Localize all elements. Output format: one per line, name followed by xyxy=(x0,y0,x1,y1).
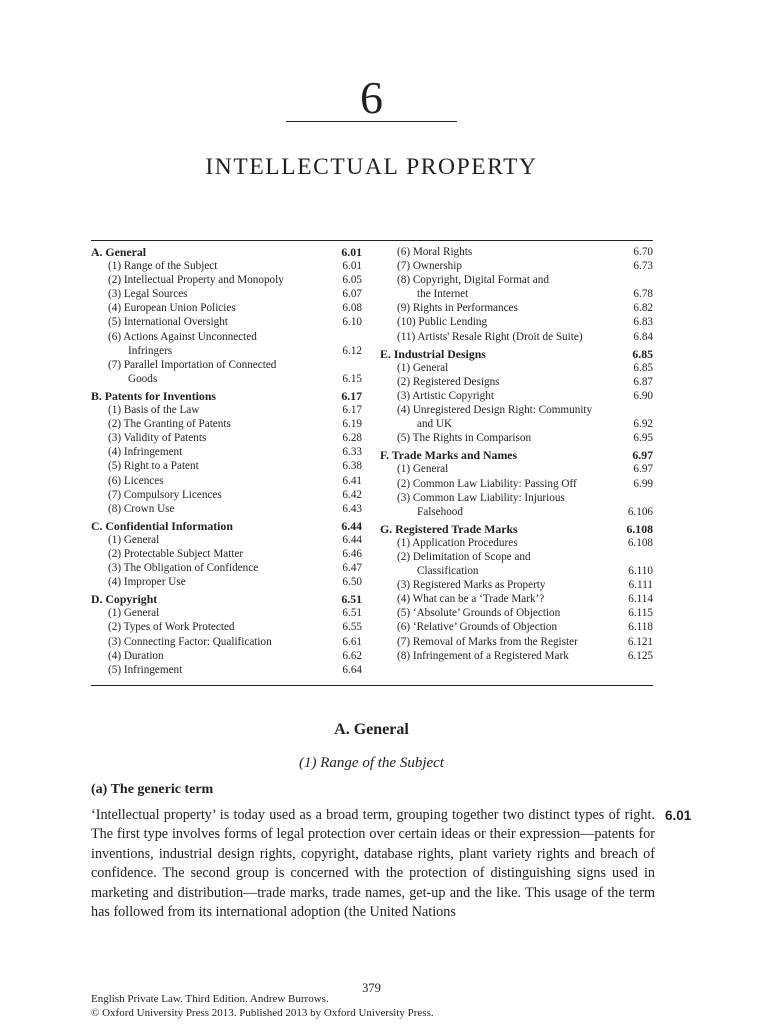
section-heading: A. General xyxy=(334,721,409,738)
toc-entry-paragraph-ref: 6.61 xyxy=(342,635,362,648)
toc-subsection-entry xyxy=(380,389,653,403)
toc-entry-title: (3) Connecting Factor: Qualification xyxy=(108,635,272,648)
toc-subsection-entry xyxy=(380,301,653,315)
toc-entry-title: (3) Legal Sources xyxy=(108,288,188,301)
toc-entry-title: (1) Range of the Subject xyxy=(108,260,218,273)
toc-top-rule xyxy=(91,240,653,241)
toc-subsection-entry xyxy=(91,259,362,273)
toc-subsection-entry xyxy=(380,330,653,344)
toc-subsection-entry xyxy=(91,273,362,287)
toc-subsection-entry xyxy=(91,403,362,417)
toc-subsection-entry xyxy=(91,445,362,459)
toc-entry-title-continuation: and UK xyxy=(417,418,453,431)
toc-subsection-entry xyxy=(91,620,362,634)
toc-subsection-entry xyxy=(91,474,362,488)
toc-subsection-entry xyxy=(380,592,653,606)
toc-entry-title: (4) Unregistered Design Right: Community xyxy=(397,404,593,417)
toc-subsection-entry xyxy=(380,635,653,649)
paragraph-number: 6.01 xyxy=(665,808,692,823)
toc-subsection-entry xyxy=(380,259,653,273)
toc-entry-paragraph-ref: 6.41 xyxy=(342,474,362,487)
toc-entry-paragraph-ref: 6.43 xyxy=(342,502,362,515)
toc-entry-paragraph-ref: 6.46 xyxy=(342,547,362,560)
toc-entry-paragraph-ref: 6.90 xyxy=(633,389,653,402)
toc-subsection-entry xyxy=(91,649,362,663)
toc-right-column xyxy=(380,245,653,663)
toc-entry-paragraph-ref: 6.17 xyxy=(341,388,362,403)
toc-entry-paragraph-ref: 6.83 xyxy=(633,316,653,329)
toc-entry-title: (1) General xyxy=(108,533,160,546)
toc-left-column xyxy=(91,245,362,677)
toc-entry-paragraph-ref: 6.42 xyxy=(342,488,362,501)
toc-entry-title-continuation: Goods xyxy=(128,372,158,385)
toc-subsection-entry xyxy=(91,459,362,473)
toc-entry-title-continuation: Classification xyxy=(417,565,479,578)
toc-section-entry xyxy=(91,592,362,606)
toc-entry-paragraph-ref: 6.51 xyxy=(341,592,362,607)
toc-subsection-entry xyxy=(380,431,653,445)
toc-entry-paragraph-ref: 6.08 xyxy=(342,302,362,315)
toc-entry-title-continuation: Infringers xyxy=(128,344,173,357)
toc-entry-paragraph-ref: 6.01 xyxy=(342,260,362,273)
toc-entry-title: (2) Registered Designs xyxy=(397,375,500,388)
toc-entry-paragraph-ref: 6.55 xyxy=(342,621,362,634)
toc-entry-title: (5) Right to a Patent xyxy=(108,460,199,473)
toc-entry-paragraph-ref: 6.85 xyxy=(633,361,653,374)
toc-subsection-entry xyxy=(380,403,653,431)
toc-entry-paragraph-ref: 6.05 xyxy=(342,274,362,287)
footer-line-book: English Private Law. Third Edition. Andrew Burrows. xyxy=(91,993,329,1005)
footer xyxy=(91,992,434,1020)
toc-entry-paragraph-ref: 6.47 xyxy=(342,562,362,575)
toc-entry-paragraph-ref: 6.82 xyxy=(633,302,653,315)
toc-subsection-entry xyxy=(91,488,362,502)
toc-entry-paragraph-ref: 6.64 xyxy=(342,663,362,676)
page-number: 379 xyxy=(362,981,381,995)
chapter-title: INTELLECTUAL PROPERTY xyxy=(205,154,538,180)
toc-entry-title-continuation: Falsehood xyxy=(417,505,463,518)
toc-entry-title: C. Confidential Information xyxy=(91,518,233,533)
toc-entry-paragraph-ref: 6.92 xyxy=(633,418,653,431)
toc-entry-title: (5) The Rights in Comparison xyxy=(397,432,532,445)
toc-entry-paragraph-ref: 6.01 xyxy=(341,245,362,259)
toc-entry-title: (3) Common Law Liability: Injurious xyxy=(397,491,565,504)
toc-entry-title: (3) Registered Marks as Property xyxy=(397,579,546,592)
toc-entry-title-continuation: the Internet xyxy=(417,288,469,301)
toc-subsection-entry xyxy=(380,375,653,389)
toc-subsection-entry xyxy=(91,561,362,575)
toc-subsection-entry xyxy=(380,536,653,550)
toc-subsection-entry xyxy=(91,358,362,386)
toc-section-entry xyxy=(380,522,653,536)
toc-subsection-entry xyxy=(380,462,653,476)
toc-entry-title: (1) General xyxy=(397,361,449,374)
toc-entry-paragraph-ref: 6.121 xyxy=(627,635,653,648)
toc-subsection-entry xyxy=(91,606,362,620)
toc-subsection-entry xyxy=(380,606,653,620)
toc-subsection-entry xyxy=(91,635,362,649)
toc-entry-title: (6) Moral Rights xyxy=(397,246,473,258)
toc-entry-title: (2) The Granting of Patents xyxy=(108,418,231,431)
chapter-number: 6 xyxy=(360,72,383,123)
toc-entry-paragraph-ref: 6.38 xyxy=(342,460,362,473)
toc-entry-title: (8) Infringement of a Registered Mark xyxy=(397,649,569,662)
toc-entry-paragraph-ref: 6.97 xyxy=(632,448,653,463)
toc-entry-title: (1) Application Procedures xyxy=(397,536,518,549)
toc-subsection-entry xyxy=(380,273,653,301)
toc-subsection-entry xyxy=(91,431,362,445)
toc-entry-title: (6) Actions Against Unconnected xyxy=(108,330,257,343)
toc-entry-paragraph-ref: 6.33 xyxy=(342,446,362,459)
toc-subsection-entry xyxy=(380,361,653,375)
toc-subsection-entry xyxy=(380,550,653,578)
toc-bottom-rule xyxy=(91,685,653,686)
toc-entry-paragraph-ref: 6.97 xyxy=(633,463,653,476)
toc-entry-title: (8) Copyright, Digital Format and xyxy=(397,274,549,287)
toc-entry-paragraph-ref: 6.44 xyxy=(341,518,362,533)
toc-entry-paragraph-ref: 6.99 xyxy=(633,477,653,490)
toc-subsection-entry xyxy=(380,477,653,491)
toc-section-entry xyxy=(380,448,653,462)
toc-entry-title: (4) What can be a ‘Trade Mark’? xyxy=(397,593,545,606)
toc-entry-title: (3) Validity of Patents xyxy=(108,432,207,445)
toc-entry-paragraph-ref: 6.108 xyxy=(626,521,653,536)
toc-entry-title: (6) Licences xyxy=(108,474,164,487)
toc-entry-paragraph-ref: 6.115 xyxy=(628,607,653,620)
toc-entry-title: (2) Intellectual Property and Monopoly xyxy=(108,274,284,287)
toc-entry-title: B. Patents for Inventions xyxy=(91,388,216,403)
toc-entry-paragraph-ref: 6.15 xyxy=(342,372,362,385)
toc-subsection-entry xyxy=(91,502,362,516)
toc-entry-paragraph-ref: 6.51 xyxy=(342,607,362,620)
toc-entry-title: (1) General xyxy=(108,607,160,620)
body-paragraph: ‘Intellectual property’ is today used as a broad term, grouping together two distinct types of right. The first type involves forms of legal protection over certain ideas or their expression—patents for inventions, industrial design rights, copyright, database rights, plant variety rights and breach of confidence. The second group is concerned with the protection of distinguishing signs used in marketing and distribution—trade marks, trade names, get-up and the like. This usage of the term has followed from its international adoption (the United Nations xyxy=(91,807,655,921)
toc-entry-paragraph-ref: 6.95 xyxy=(633,432,653,445)
toc-entry-title: (5) Infringement xyxy=(108,663,183,676)
toc-entry-paragraph-ref: 6.106 xyxy=(627,505,653,518)
toc-entry-title: (11) Artists' Resale Right (Droit de Suite) xyxy=(397,330,583,343)
toc-entry-title: (3) Artistic Copyright xyxy=(397,389,494,402)
toc-entry-paragraph-ref: 6.110 xyxy=(628,565,653,578)
toc-entry-title: (4) Infringement xyxy=(108,446,183,459)
toc-entry-paragraph-ref: 6.111 xyxy=(628,579,653,592)
toc-entry-title: (2) Protectable Subject Matter xyxy=(108,547,244,560)
toc-entry-title: A. General xyxy=(91,245,147,259)
toc-entry-paragraph-ref: 6.62 xyxy=(342,649,362,662)
toc-entry-paragraph-ref: 6.10 xyxy=(342,316,362,329)
footer-line-copyright: © Oxford University Press 2013. Published 2013 by Oxford University Press. xyxy=(91,1007,434,1019)
toc-entry-title: (8) Crown Use xyxy=(108,502,175,515)
toc-subsection-entry xyxy=(91,330,362,358)
toc-entry-title: (2) Types of Work Protected xyxy=(108,621,235,634)
chapter-rule xyxy=(286,121,457,122)
toc-section-entry xyxy=(91,519,362,533)
toc-entry-title: (1) General xyxy=(397,463,449,476)
toc-entry-paragraph-ref: 6.118 xyxy=(628,621,653,634)
toc-subsection-entry xyxy=(380,649,653,663)
toc-entry-title: E. Industrial Designs xyxy=(380,346,486,361)
toc-subsection-entry xyxy=(380,315,653,329)
toc-entry-paragraph-ref: 6.108 xyxy=(627,536,653,549)
toc-subsection-entry xyxy=(91,663,362,677)
toc-entry-title: (5) International Oversight xyxy=(108,316,228,329)
toc-entry-paragraph-ref: 6.12 xyxy=(342,344,362,357)
toc-entry-title: (7) Removal of Marks from the Register xyxy=(397,635,578,648)
toc-section-entry xyxy=(380,347,653,361)
toc-entry-paragraph-ref: 6.87 xyxy=(633,375,653,388)
paragraph-heading: (a) The generic term xyxy=(91,782,214,797)
toc-entry-paragraph-ref: 6.19 xyxy=(342,418,362,431)
toc-entry-paragraph-ref: 6.44 xyxy=(342,533,362,546)
toc-entry-paragraph-ref: 6.125 xyxy=(627,649,653,662)
toc-entry-paragraph-ref: 6.28 xyxy=(342,432,362,445)
toc-subsection-entry xyxy=(380,578,653,592)
toc-entry-title: (1) Basis of the Law xyxy=(108,404,200,417)
toc-entry-title: (4) Duration xyxy=(108,649,164,662)
toc-entry-title: (10) Public Lending xyxy=(397,316,488,329)
toc-entry-title: (7) Parallel Importation of Connected xyxy=(108,358,277,371)
toc-entry-title: (3) The Obligation of Confidence xyxy=(108,562,259,575)
toc-subsection-entry xyxy=(380,245,653,259)
toc-subsection-entry xyxy=(380,620,653,634)
toc-entry-title: (7) Ownership xyxy=(397,260,462,273)
toc-entry-paragraph-ref: 6.85 xyxy=(632,346,653,361)
toc-subsection-entry xyxy=(91,533,362,547)
toc-entry-paragraph-ref: 6.73 xyxy=(633,260,653,273)
toc-subsection-entry xyxy=(91,287,362,301)
toc-entry-title: D. Copyright xyxy=(91,592,158,607)
toc-entry-paragraph-ref: 6.114 xyxy=(628,593,653,606)
toc-subsection-entry xyxy=(91,547,362,561)
toc-entry-title: (9) Rights in Performances xyxy=(397,302,518,315)
toc-entry-paragraph-ref: 6.07 xyxy=(342,288,362,301)
toc-entry-title: G. Registered Trade Marks xyxy=(380,521,518,536)
toc-entry-paragraph-ref: 6.70 xyxy=(633,246,653,258)
toc-entry-paragraph-ref: 6.50 xyxy=(342,576,362,589)
toc-entry-paragraph-ref: 6.17 xyxy=(342,404,362,417)
toc-entry-title: (7) Compulsory Licences xyxy=(108,488,222,501)
toc-entry-title: (5) ‘Absolute’ Grounds of Objection xyxy=(397,607,561,620)
toc-entry-title: F. Trade Marks and Names xyxy=(380,448,518,463)
toc-entry-title: (4) Improper Use xyxy=(108,576,186,589)
toc-entry-title: (2) Delimitation of Scope and xyxy=(397,550,531,563)
toc-subsection-entry xyxy=(91,575,362,589)
toc-subsection-entry xyxy=(91,315,362,329)
toc-section-entry xyxy=(91,389,362,403)
toc-entry-paragraph-ref: 6.78 xyxy=(633,288,653,301)
toc-subsection-entry xyxy=(91,301,362,315)
toc-subsection-entry xyxy=(380,491,653,519)
subsection-heading: (1) Range of the Subject xyxy=(299,755,444,771)
toc-section-entry xyxy=(91,245,362,259)
toc-entry-title: (4) European Union Policies xyxy=(108,302,236,315)
toc-entry-paragraph-ref: 6.84 xyxy=(633,330,653,343)
toc-entry-title: (6) ‘Relative’ Grounds of Objection xyxy=(397,621,558,634)
toc-subsection-entry xyxy=(91,417,362,431)
toc-entry-title: (2) Common Law Liability: Passing Off xyxy=(397,477,577,490)
